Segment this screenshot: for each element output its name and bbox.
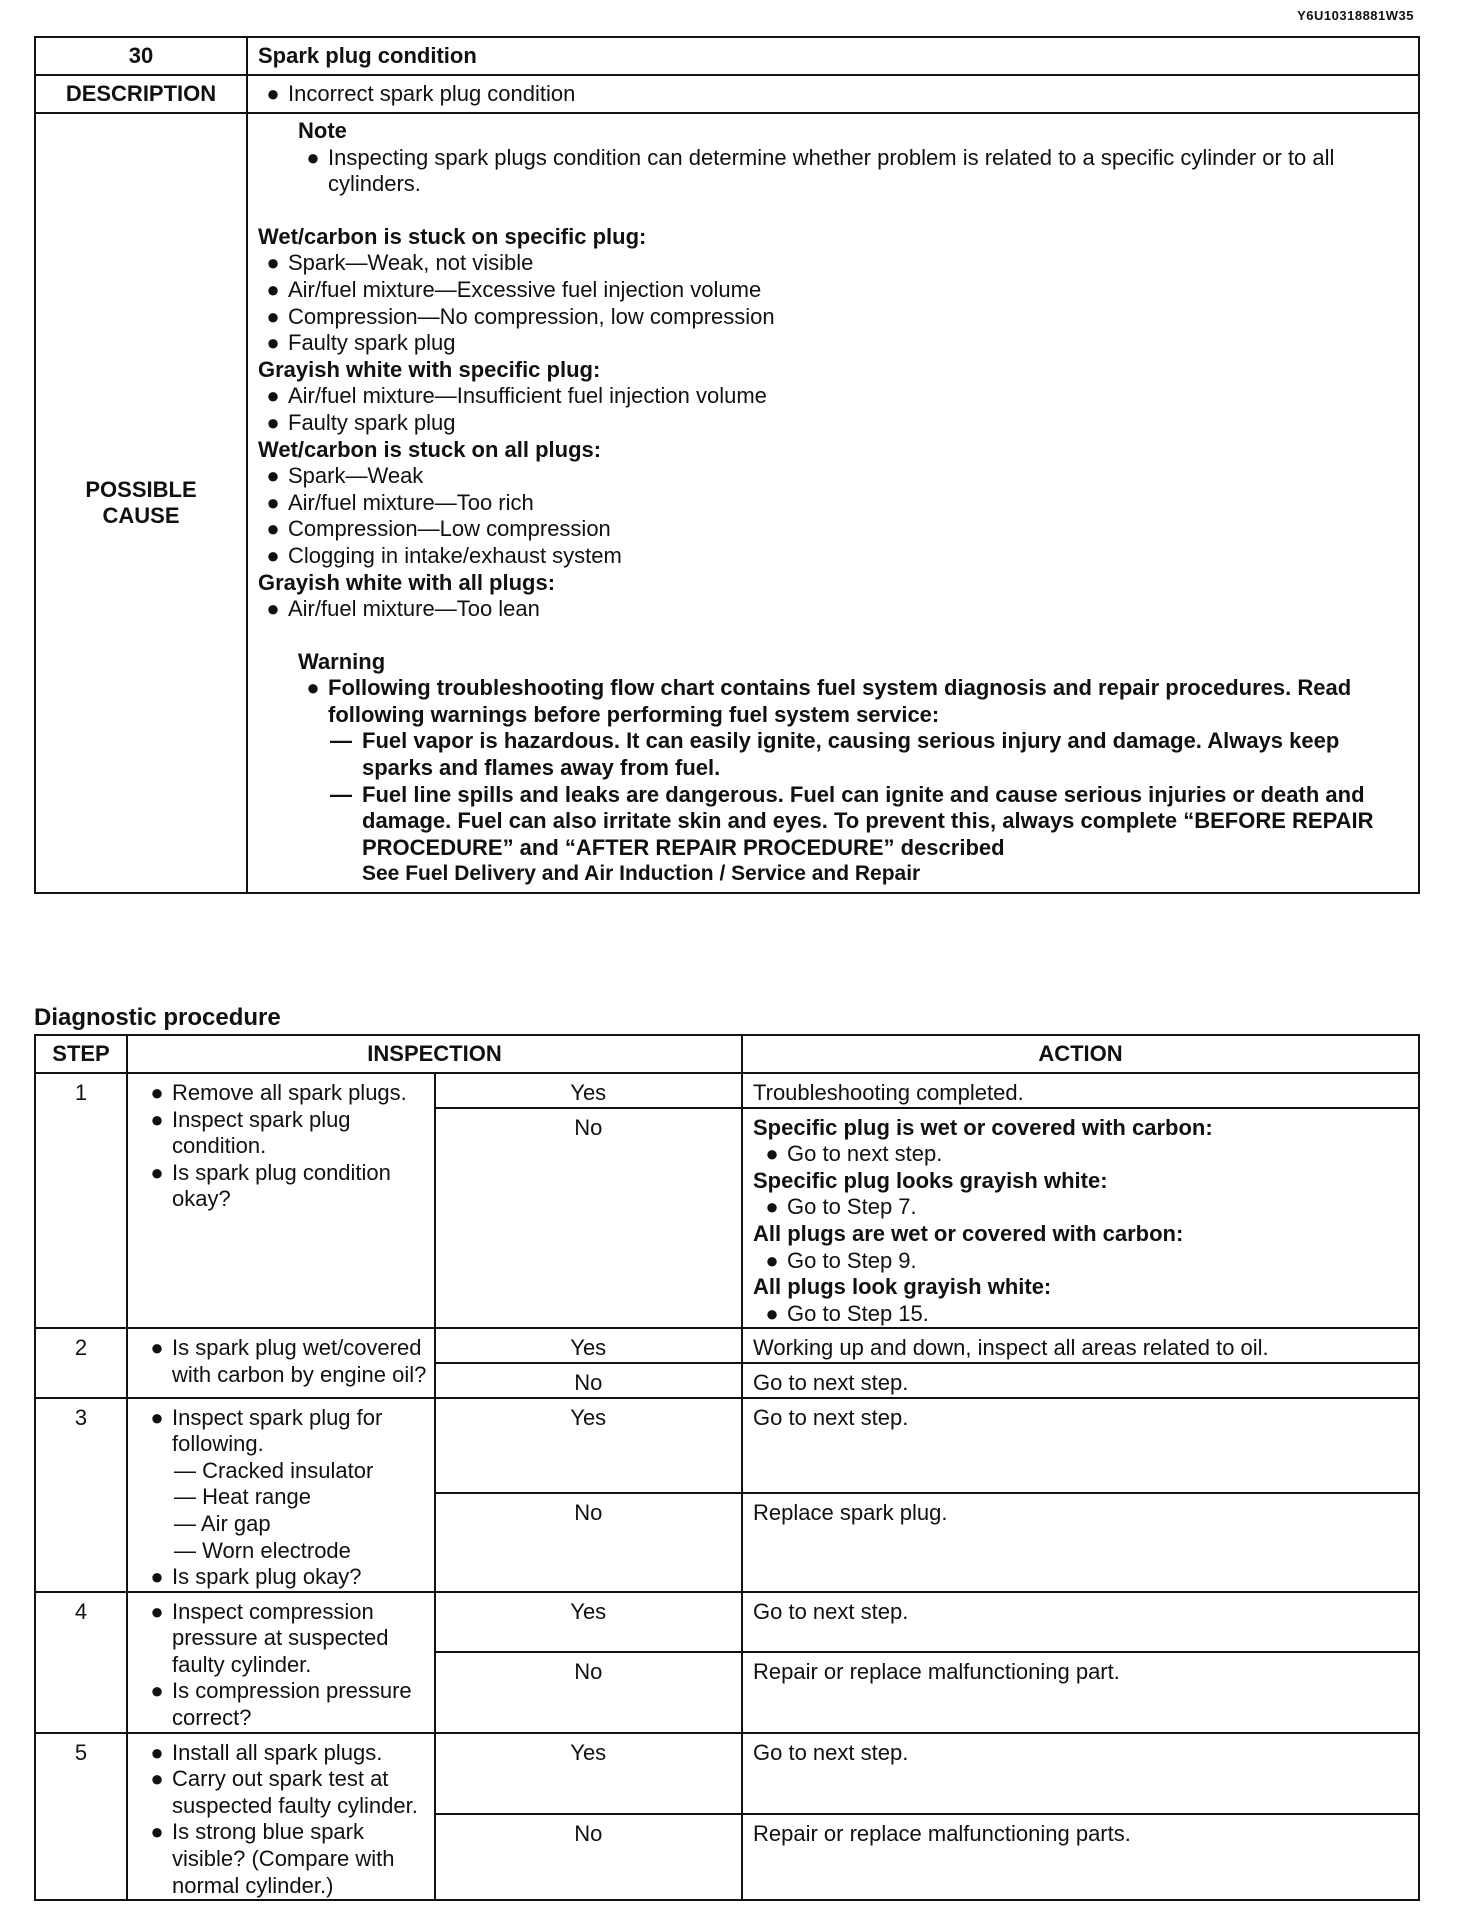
- table-row: [35, 1592, 1419, 1652]
- cause-item-text: Spark—Weak: [288, 463, 424, 489]
- inspection-item: [142, 1766, 428, 1819]
- yes-action: Go to next step.: [742, 1733, 1419, 1814]
- bullet-icon: ●: [150, 1159, 164, 1185]
- diagnostic-header-row: [35, 1035, 1419, 1073]
- inspection-sub-text: Air gap: [200, 1510, 271, 1536]
- inspection-item-text: Is compression pressure correct?: [172, 1678, 412, 1731]
- inspection-cell: [127, 1592, 435, 1733]
- inspection-sub-item: [142, 1538, 428, 1565]
- bullet-icon: ●: [306, 144, 320, 170]
- cause-group-heading: Wet/carbon is stuck on specific plug:: [258, 223, 647, 249]
- inspection-item: [142, 1405, 428, 1458]
- inspection-item-text: Remove all spark plugs.: [172, 1080, 407, 1105]
- inspection-item: [142, 1080, 428, 1107]
- no-action-item: [753, 1141, 1408, 1168]
- inspection-item: [142, 1107, 428, 1160]
- no-action-heading: All plugs are wet or covered with carbon:: [753, 1220, 1184, 1246]
- description-label: DESCRIPTION: [35, 75, 247, 113]
- bullet-icon: ●: [765, 1194, 779, 1220]
- table-row: [35, 1328, 1419, 1363]
- no-action: Go to next step.: [742, 1363, 1419, 1398]
- note-text: Inspecting spark plugs condition can determine whether problem is related to a specific cylinder or to all cylinders.: [328, 144, 1335, 197]
- cause-group-heading: Grayish white with specific plug:: [258, 356, 601, 382]
- no-action-text: Go to Step 9.: [787, 1247, 917, 1273]
- step-number: 5: [35, 1733, 127, 1901]
- cause-item-text: Compression—Low compression: [288, 516, 611, 542]
- no-action: Repair or replace malfunctioning parts.: [742, 1814, 1419, 1901]
- inspection-sub-text: Heat range: [202, 1484, 311, 1510]
- symptom-number: 30: [35, 37, 247, 75]
- description-row: [35, 75, 1419, 113]
- bullet-icon: ●: [150, 1106, 164, 1132]
- cause-item-text: Spark—Weak, not visible: [288, 250, 534, 276]
- inspection-item: [142, 1819, 428, 1899]
- table-row: [35, 1073, 1419, 1108]
- dash-icon: —: [174, 1510, 201, 1536]
- inspection-sub-item: [142, 1511, 428, 1538]
- bullet-icon: ●: [150, 1564, 164, 1590]
- bullet-icon: ●: [266, 383, 280, 409]
- bullet-icon: ●: [266, 303, 280, 329]
- cause-item: [258, 277, 1408, 304]
- cause-item-text: Air/fuel mixture—Insufficient fuel injection volume: [288, 383, 767, 409]
- cause-item: [258, 543, 1408, 570]
- see-reference: See Fuel Delivery and Air Induction / Service and Repair: [362, 862, 921, 886]
- section-title: Diagnostic procedure: [34, 1004, 281, 1031]
- no-action-item: [753, 1248, 1408, 1275]
- step-number: 2: [35, 1328, 127, 1397]
- inspection-sub-text: Cracked insulator: [202, 1457, 374, 1483]
- possible-cause-label: POSSIBLE CAUSE: [35, 113, 247, 893]
- inspection-cell: [127, 1073, 435, 1328]
- inspection-item: [142, 1564, 428, 1591]
- no-label: No: [435, 1493, 743, 1591]
- bullet-icon: ●: [150, 1335, 164, 1361]
- no-action-heading: All plugs look grayish white:: [753, 1274, 1052, 1300]
- warning-dash-1: Fuel vapor is hazardous. It can easily ignite, causing serious injury and damage. Always keep sparks and flames away from fuel.: [362, 728, 1340, 781]
- bullet-icon: ●: [765, 1300, 779, 1326]
- cause-group-heading: Wet/carbon is stuck on all plugs:: [258, 436, 602, 462]
- inspection-item-text: Install all spark plugs.: [172, 1739, 383, 1765]
- inspection-header: INSPECTION: [127, 1035, 742, 1073]
- bullet-icon: ●: [150, 1766, 164, 1792]
- inspection-item: [142, 1740, 428, 1767]
- warning-label: Warning: [298, 648, 386, 674]
- inspection-item-text: Inspect spark plug condition.: [172, 1106, 351, 1159]
- bullet-icon: ●: [150, 1598, 164, 1624]
- no-action-heading: Specific plug looks grayish white:: [753, 1167, 1108, 1193]
- cause-item-text: Faulty spark plug: [288, 409, 456, 435]
- inspection-cell: [127, 1733, 435, 1901]
- cause-item: [258, 410, 1408, 437]
- bullet-icon: ●: [150, 1819, 164, 1845]
- yes-action: Go to next step.: [742, 1592, 1419, 1652]
- warning-dash-item: [258, 782, 1408, 862]
- table-row: [35, 1398, 1419, 1494]
- bullet-icon: ●: [266, 516, 280, 542]
- bullet-icon: ●: [266, 81, 280, 106]
- no-label: No: [435, 1363, 743, 1398]
- cause-item-text: Air/fuel mixture—Too lean: [288, 596, 540, 622]
- inspection-item-text: Is spark plug condition okay?: [172, 1159, 391, 1212]
- description-text: Incorrect spark plug condition: [288, 81, 576, 106]
- yes-label: Yes: [435, 1733, 743, 1814]
- inspection-item: [142, 1599, 428, 1679]
- bullet-icon: ●: [266, 276, 280, 302]
- note-item: [258, 145, 1408, 198]
- inspection-cell: [127, 1328, 435, 1397]
- inspection-item-text: Inspect spark plug for following.: [172, 1404, 383, 1457]
- diagnostic-table: [34, 1034, 1420, 1901]
- no-action-heading: Specific plug is wet or covered with carbon:: [753, 1114, 1213, 1140]
- cause-item: [258, 490, 1408, 517]
- no-label: No: [435, 1814, 743, 1901]
- cause-item-text: Air/fuel mixture—Too rich: [288, 489, 534, 515]
- cause-item-text: Compression—No compression, low compression: [288, 303, 775, 329]
- no-label: No: [435, 1652, 743, 1733]
- cause-item: [258, 250, 1408, 277]
- dash-icon: —: [174, 1457, 203, 1483]
- possible-cause-cell: [247, 113, 1419, 893]
- no-action-text: Go to Step 7.: [787, 1194, 917, 1220]
- bullet-icon: ●: [266, 409, 280, 435]
- bullet-icon: ●: [765, 1247, 779, 1273]
- inspection-sub-text: Worn electrode: [202, 1537, 351, 1563]
- no-label: No: [435, 1108, 743, 1329]
- possible-cause-row: [35, 113, 1419, 893]
- symptom-header-row: [35, 37, 1419, 75]
- table-row: [35, 1733, 1419, 1814]
- cause-item: [258, 304, 1408, 331]
- bullet-icon: ●: [765, 1141, 779, 1167]
- bullet-icon: ●: [150, 1678, 164, 1704]
- cause-group-heading: Grayish white with all plugs:: [258, 569, 556, 595]
- bullet-icon: ●: [150, 1080, 164, 1105]
- no-action-item: [753, 1194, 1408, 1221]
- bullet-icon: ●: [266, 542, 280, 568]
- inspection-item: [142, 1335, 428, 1388]
- dash-icon: —: [330, 781, 352, 807]
- cause-item: [258, 516, 1408, 543]
- inspection-item-text: Is strong blue spark visible? (Compare with normal cylinder.): [172, 1819, 395, 1898]
- cause-item-text: Faulty spark plug: [288, 330, 456, 356]
- inspection-cell: [127, 1398, 435, 1592]
- warning-item: [258, 675, 1408, 728]
- yes-label: Yes: [435, 1592, 743, 1652]
- symptom-table: [34, 36, 1420, 894]
- diagnostic-body: [35, 1073, 1419, 1900]
- action-header: ACTION: [742, 1035, 1419, 1073]
- cause-item: [258, 383, 1408, 410]
- dash-icon: —: [330, 728, 352, 754]
- inspection-item: [142, 1678, 428, 1731]
- cause-groups: [258, 224, 1408, 623]
- note-label: Note: [298, 118, 347, 143]
- inspection-sub-item: [142, 1458, 428, 1485]
- inspection-item-text: Is spark plug wet/covered with carbon by engine oil?: [172, 1335, 427, 1387]
- bullet-icon: ●: [266, 250, 280, 276]
- step-number: 1: [35, 1073, 127, 1328]
- dash-icon: —: [174, 1484, 203, 1510]
- warning-text: Following troubleshooting flow chart contains fuel system diagnosis and repair procedures. Read following warnings before performing fuel system service:: [328, 675, 1352, 727]
- inspection-item: [142, 1160, 428, 1213]
- bullet-icon: ●: [150, 1404, 164, 1430]
- step-number: 3: [35, 1398, 127, 1592]
- yes-action: Troubleshooting completed.: [742, 1073, 1419, 1108]
- bullet-icon: ●: [306, 675, 320, 701]
- no-action: [742, 1108, 1419, 1329]
- no-action-text: Go to next step.: [787, 1141, 943, 1167]
- no-action: Replace spark plug.: [742, 1493, 1419, 1591]
- no-action-item: [753, 1301, 1408, 1328]
- cause-item-text: Clogging in intake/exhaust system: [288, 542, 622, 568]
- yes-label: Yes: [435, 1328, 743, 1363]
- description-cell: [247, 75, 1419, 113]
- dash-icon: —: [174, 1537, 203, 1563]
- inspection-item-text: Inspect compression pressure at suspected faulty cylinder.: [172, 1598, 389, 1677]
- no-action: Repair or replace malfunctioning part.: [742, 1652, 1419, 1733]
- step-header: STEP: [35, 1035, 127, 1073]
- step-number: 4: [35, 1592, 127, 1733]
- bullet-icon: ●: [266, 596, 280, 622]
- yes-action: Go to next step.: [742, 1398, 1419, 1494]
- bullet-icon: ●: [266, 489, 280, 515]
- yes-label: Yes: [435, 1398, 743, 1494]
- inspection-item-text: Carry out spark test at suspected faulty cylinder.: [172, 1766, 418, 1818]
- inspection-item-text: Is spark plug okay?: [172, 1564, 362, 1590]
- bullet-icon: ●: [266, 330, 280, 356]
- warning-dash-item: [258, 728, 1408, 781]
- yes-action: Working up and down, inspect all areas related to oil.: [742, 1328, 1419, 1363]
- cause-item: [258, 463, 1408, 490]
- document-id: Y6U10318881W35: [1297, 8, 1414, 23]
- warning-dash-2: Fuel line spills and leaks are dangerous. Fuel can ignite and cause serious injuries or death and damage. Fuel can also irritate skin and eyes. To prevent this, always complete “BEFORE REPAIR PROCEDURE” and “AFTER REPAIR PROCEDURE” described: [362, 781, 1374, 860]
- no-action-text: Go to Step 15.: [787, 1300, 929, 1326]
- inspection-sub-item: [142, 1484, 428, 1511]
- bullet-icon: ●: [266, 463, 280, 489]
- cause-item: [258, 596, 1408, 623]
- yes-label: Yes: [435, 1073, 743, 1108]
- cause-item: [258, 330, 1408, 357]
- symptom-title: Spark plug condition: [247, 37, 1419, 75]
- bullet-icon: ●: [150, 1739, 164, 1765]
- cause-item-text: Air/fuel mixture—Excessive fuel injection volume: [288, 276, 762, 302]
